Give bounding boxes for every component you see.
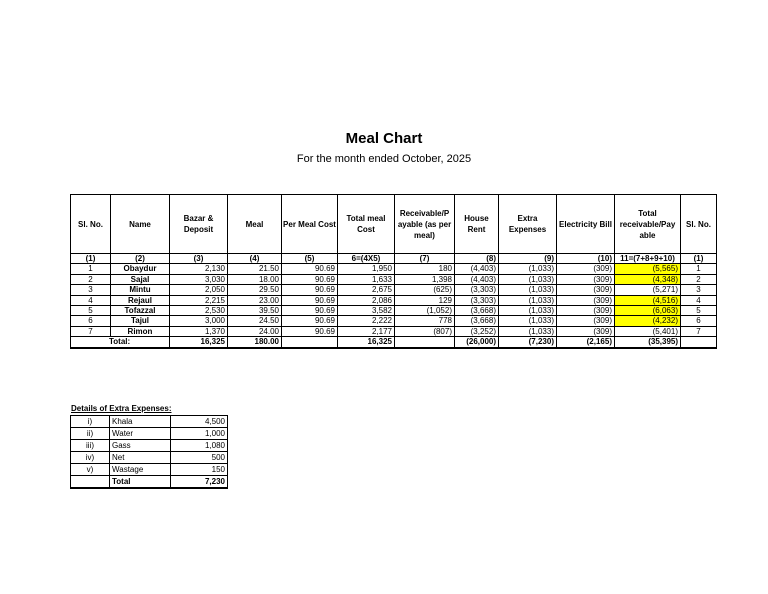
total-receivable-cell: (5,271)	[615, 285, 681, 295]
bazar-cell: 2,530	[170, 306, 228, 316]
expense-amount: 4,500	[171, 416, 228, 428]
col-number: (1)	[71, 254, 111, 264]
extra-expense-row	[71, 416, 228, 428]
bazar-cell: 2,130	[170, 264, 228, 274]
total-meal-cost-cell: 2,177	[338, 326, 395, 336]
house-rent-cell: (3,668)	[455, 316, 499, 326]
extra-total-empty	[71, 476, 110, 489]
house-rent-cell: (3,668)	[455, 306, 499, 316]
house-rent-cell: (3,303)	[455, 295, 499, 305]
sl-cell: 4	[71, 295, 111, 305]
per-meal-cost-cell: 90.69	[282, 306, 338, 316]
extra-expenses-cell: (1,033)	[499, 285, 557, 295]
receivable-cell: 1,398	[395, 274, 455, 284]
sl-cell: 1	[681, 264, 717, 274]
sl-cell: 1	[71, 264, 111, 274]
total-meal-cost-cell: 2,675	[338, 285, 395, 295]
col-number: (10)	[557, 254, 615, 264]
total-extra: (7,230)	[499, 337, 557, 348]
meal-cell: 39.50	[228, 306, 282, 316]
header-row	[71, 195, 717, 254]
grand-total: (35,395)	[615, 337, 681, 348]
expense-name: Khala	[110, 416, 171, 428]
house-rent-cell: (3,303)	[455, 285, 499, 295]
col-header: Per Meal Cost	[282, 195, 338, 254]
table-row	[71, 295, 717, 305]
total-rent: (26,000)	[455, 337, 499, 348]
col-header: Sl. No.	[681, 195, 717, 254]
col-number: 6=(4X5)	[338, 254, 395, 264]
per-meal-cost-cell: 90.69	[282, 316, 338, 326]
total-receivable-cell: (6,063)	[615, 306, 681, 316]
expense-no: v)	[71, 464, 110, 476]
name-cell: Rejaul	[111, 295, 170, 305]
expense-no: i)	[71, 416, 110, 428]
expense-amount: 1,080	[171, 440, 228, 452]
name-cell: Mintu	[111, 285, 170, 295]
electricity-cell: (309)	[557, 316, 615, 326]
expense-name: Wastage	[110, 464, 171, 476]
col-number: (3)	[170, 254, 228, 264]
extra-expenses-cell: (1,033)	[499, 316, 557, 326]
receivable-cell: (1,052)	[395, 306, 455, 316]
col-number: (8)	[455, 254, 499, 264]
meal-cell: 23.00	[228, 295, 282, 305]
bazar-cell: 3,030	[170, 274, 228, 284]
col-header: Total receivable/Pay able	[615, 195, 681, 254]
per-meal-cost-cell: 90.69	[282, 285, 338, 295]
table-row	[71, 274, 717, 284]
sl-cell: 3	[71, 285, 111, 295]
extra-expenses-title: Details of Extra Expenses:	[71, 404, 172, 413]
col-number: (9)	[499, 254, 557, 264]
col-number: (1)	[681, 254, 717, 264]
expense-amount: 150	[171, 464, 228, 476]
col-header: House Rent	[455, 195, 499, 254]
sl-cell: 6	[71, 316, 111, 326]
col-number: (7)	[395, 254, 455, 264]
extra-expenses-cell: (1,033)	[499, 295, 557, 305]
table-row	[71, 316, 717, 326]
total-meal-cost-cell: 3,582	[338, 306, 395, 316]
house-rent-cell: (4,403)	[455, 264, 499, 274]
receivable-cell: 778	[395, 316, 455, 326]
sl-cell: 5	[71, 306, 111, 316]
sl-cell: 6	[681, 316, 717, 326]
col-header: Extra Expenses	[499, 195, 557, 254]
total-meal-cost-cell: 2,222	[338, 316, 395, 326]
col-number: 11=(7+8+9+10)	[615, 254, 681, 264]
col-header: Bazar & Deposit	[170, 195, 228, 254]
expense-name: Gass	[110, 440, 171, 452]
total-electricity: (2,165)	[557, 337, 615, 348]
total-meal: 180.00	[228, 337, 282, 348]
total-empty-cell	[282, 337, 338, 348]
meal-cell: 18.00	[228, 274, 282, 284]
expense-name: Water	[110, 428, 171, 440]
total-receivable-cell: (4,516)	[615, 295, 681, 305]
meal-cell: 24.50	[228, 316, 282, 326]
sl-cell: 2	[681, 274, 717, 284]
electricity-cell: (309)	[557, 264, 615, 274]
name-cell: Obaydur	[111, 264, 170, 274]
per-meal-cost-cell: 90.69	[282, 326, 338, 336]
total-empty-cell	[395, 337, 455, 348]
col-number: (5)	[282, 254, 338, 264]
total-meal-cost-cell: 2,086	[338, 295, 395, 305]
col-header: Name	[111, 195, 170, 254]
col-header: Receivable/P ayable (as per meal)	[395, 195, 455, 254]
sl-cell: 7	[71, 326, 111, 336]
electricity-cell: (309)	[557, 285, 615, 295]
table-row	[71, 306, 717, 316]
expense-name: Net	[110, 452, 171, 464]
total-receivable-cell: (5,565)	[615, 264, 681, 274]
name-cell: Tofazzal	[111, 306, 170, 316]
total-meal-cost: 16,325	[338, 337, 395, 348]
sl-cell: 3	[681, 285, 717, 295]
per-meal-cost-cell: 90.69	[282, 274, 338, 284]
receivable-cell: 129	[395, 295, 455, 305]
house-rent-cell: (3,252)	[455, 326, 499, 336]
extra-expenses-cell: (1,033)	[499, 274, 557, 284]
electricity-cell: (309)	[557, 274, 615, 284]
extra-expense-row	[71, 428, 228, 440]
extra-expense-row	[71, 464, 228, 476]
extra-expenses-table	[70, 415, 228, 489]
extra-expenses-cell: (1,033)	[499, 326, 557, 336]
total-receivable-cell: (5,401)	[615, 326, 681, 336]
per-meal-cost-cell: 90.69	[282, 264, 338, 274]
total-bazar: 16,325	[170, 337, 228, 348]
bazar-cell: 1,370	[170, 326, 228, 336]
sl-cell: 7	[681, 326, 717, 336]
meal-cell: 21.50	[228, 264, 282, 274]
name-cell: Tajul	[111, 316, 170, 326]
column-number-row	[71, 254, 717, 264]
receivable-cell: 180	[395, 264, 455, 274]
col-header: Sl. No.	[71, 195, 111, 254]
page-title: Meal Chart	[345, 130, 423, 147]
total-receivable-cell: (4,348)	[615, 274, 681, 284]
extra-expenses-cell: (1,033)	[499, 306, 557, 316]
name-cell: Rimon	[111, 326, 170, 336]
table-row	[71, 264, 717, 274]
name-cell: Sajal	[111, 274, 170, 284]
electricity-cell: (309)	[557, 326, 615, 336]
per-meal-cost-cell: 90.69	[282, 295, 338, 305]
bazar-cell: 2,050	[170, 285, 228, 295]
expense-amount: 500	[171, 452, 228, 464]
total-receivable-cell: (4,232)	[615, 316, 681, 326]
expense-no: iv)	[71, 452, 110, 464]
col-number: (2)	[111, 254, 170, 264]
table-row	[71, 326, 717, 336]
table-row	[71, 285, 717, 295]
electricity-cell: (309)	[557, 295, 615, 305]
total-meal-cost-cell: 1,950	[338, 264, 395, 274]
house-rent-cell: (4,403)	[455, 274, 499, 284]
total-meal-cost-cell: 1,633	[338, 274, 395, 284]
extra-expenses-cell: (1,033)	[499, 264, 557, 274]
total-row	[71, 337, 717, 348]
total-empty-cell	[681, 337, 717, 348]
extra-expense-row	[71, 440, 228, 452]
expense-no: iii)	[71, 440, 110, 452]
meal-cell: 29.50	[228, 285, 282, 295]
col-header: Meal	[228, 195, 282, 254]
extra-expense-row	[71, 452, 228, 464]
receivable-cell: (807)	[395, 326, 455, 336]
col-header: Electricity Bill	[557, 195, 615, 254]
extra-total-row	[71, 476, 228, 489]
receivable-cell: (625)	[395, 285, 455, 295]
page-subtitle: For the month ended October, 2025	[296, 153, 472, 165]
sl-cell: 4	[681, 295, 717, 305]
col-header: Total meal Cost	[338, 195, 395, 254]
electricity-cell: (309)	[557, 306, 615, 316]
sl-cell: 2	[71, 274, 111, 284]
bazar-cell: 3,000	[170, 316, 228, 326]
meal-cell: 24.00	[228, 326, 282, 336]
sl-cell: 5	[681, 306, 717, 316]
extra-total-amount: 7,230	[171, 476, 228, 489]
total-label: Total:	[71, 337, 170, 348]
expense-no: ii)	[71, 428, 110, 440]
col-number: (4)	[228, 254, 282, 264]
meal-chart-table	[70, 194, 717, 349]
expense-amount: 1,000	[171, 428, 228, 440]
bazar-cell: 2,215	[170, 295, 228, 305]
extra-total-label: Total	[110, 476, 171, 489]
